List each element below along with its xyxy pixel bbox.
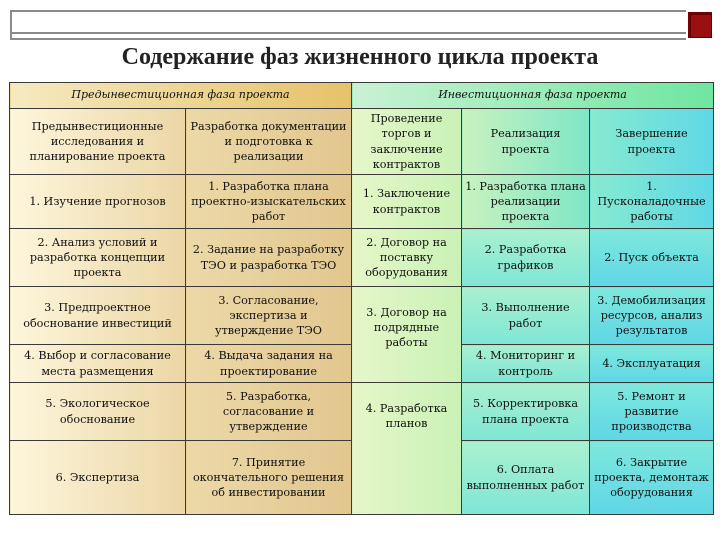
column-header-research: Предынвестиционные исследования и планирование проекта xyxy=(10,109,186,175)
table-cell: 1. Изучение прогнозов xyxy=(10,175,186,229)
table-cell: 7. Принятие окончательного решения об инвестировании xyxy=(186,441,352,515)
table-cell: 1. Заключение контрактов xyxy=(352,175,462,229)
table-cell: 6. Оплата выполненных работ xyxy=(462,441,590,515)
table-cell: 6. Экспертиза xyxy=(10,441,186,515)
table-cell: 4. Выбор и согласование места размещения xyxy=(10,345,186,383)
table-cell: 5. Экологическое обоснование xyxy=(10,383,186,441)
lifecycle-table xyxy=(9,82,714,515)
table-cell: 1. Пусконаладочные работы xyxy=(590,175,714,229)
table-cell: 2. Разработка графиков xyxy=(462,229,590,287)
table-cell: 3. Демобилизация ресурсов, анализ результатов xyxy=(590,287,714,345)
table-cell: 2. Пуск объекта xyxy=(590,229,714,287)
table-cell: 2. Задание на разработку ТЭО и разработка ТЭО xyxy=(186,229,352,287)
table-cell: 5. Разработка, согласование и утверждение xyxy=(186,383,352,441)
table-cell: 1. Разработка плана реализации проекта xyxy=(462,175,590,229)
column-header-documentation: Разработка документации и подготовка к реализации xyxy=(186,109,352,175)
table-cell: 5. Ремонт и развитие производства xyxy=(590,383,714,441)
top-decorative-bar xyxy=(10,10,686,40)
top-bar-line xyxy=(12,32,686,34)
table-cell: 3. Выполнение работ xyxy=(462,287,590,345)
table-cell: 4. Эксплуатация xyxy=(590,345,714,383)
table-cell: 2. Анализ условий и разработка концепции проекта xyxy=(10,229,186,287)
table-cell: 6. Закрытие проекта, демонтаж оборудования xyxy=(590,441,714,515)
table-cell: 4. Выдача задания на проектирование xyxy=(186,345,352,383)
phase-header-preinvestment: Предынвестиционная фаза проекта xyxy=(10,83,352,109)
column-header-tenders: Проведение торгов и заключение контрактов xyxy=(352,109,462,175)
table-cell: 2. Договор на поставку оборудования xyxy=(352,229,462,287)
page-title: Содержание фаз жизненного цикла проекта xyxy=(121,44,599,70)
phase-header-investment: Инвестиционная фаза проекта xyxy=(352,83,714,109)
table-cell: 3. Предпроектное обоснование инвестиций xyxy=(10,287,186,345)
table-cell: 1. Разработка плана проектно-изыскательских работ xyxy=(186,175,352,229)
table-cell: 5. Корректировка плана проекта xyxy=(462,383,590,441)
column-header-implementation: Реализация проекта xyxy=(462,109,590,175)
corner-square-decoration xyxy=(688,12,712,38)
table-cell: 4. Разработка планов xyxy=(352,383,462,515)
column-header-completion: Завершение проекта xyxy=(590,109,714,175)
table-cell: 3. Договор на подрядные работы xyxy=(352,287,462,383)
table-cell: 4. Мониторинг и контроль xyxy=(462,345,590,383)
table-cell: 3. Согласование, экспертиза и утверждение ТЭО xyxy=(186,287,352,345)
